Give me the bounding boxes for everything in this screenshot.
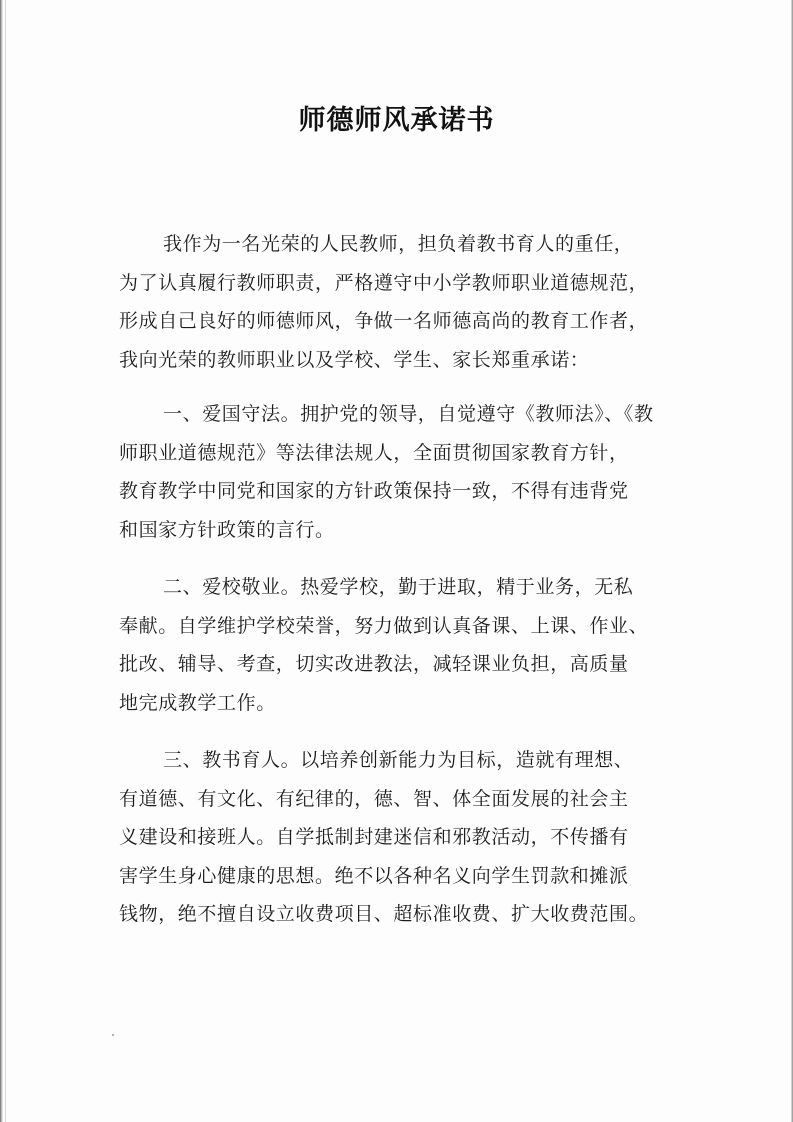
paragraph-line: 师职业道德规范》等法律法规人，全面贯彻国家教育方针， bbox=[119, 441, 629, 464]
scan-edge-line bbox=[5, 0, 6, 1122]
paragraph-line: 和国家方针政策的言行。 bbox=[119, 518, 335, 541]
section-education bbox=[119, 741, 691, 934]
intro-paragraph bbox=[119, 225, 691, 379]
document-body bbox=[119, 225, 691, 934]
section-dedication bbox=[119, 568, 691, 722]
paragraph-line: 为了认真履行教师职责，严格遵守中小学教师职业道德规范， bbox=[119, 271, 649, 294]
paragraph-line: 我作为一名光荣的人民教师，担负着教书育人的重任， bbox=[163, 233, 634, 255]
paragraph-line: 害学生身心健康的思想。绝不以各种名义向学生罚款和摊派 bbox=[119, 864, 629, 887]
section-patriotism bbox=[119, 395, 691, 549]
paragraph-line: 批改、辅导、考查，切实改进教法，减轻课业负担，高质量 bbox=[119, 653, 629, 675]
paragraph-line: 钱物，绝不擅自设立收费项目、超标准收费、扩大收费范围。 bbox=[119, 903, 649, 925]
paragraph-spacer bbox=[119, 379, 691, 395]
paragraph-line: 二、爱校敬业。热爱学校，勤于进取，精于业务，无私 bbox=[163, 576, 634, 598]
paragraph-line: 奉献。自学维护学校荣誉，努力做到认真备课、上课、作业、 bbox=[119, 614, 649, 637]
paragraph-line: 教育教学中同党和国家的方针政策保持一致，不得有违背党 bbox=[119, 480, 629, 502]
scan-speck bbox=[112, 1034, 114, 1036]
paragraph-line: 地完成教学工作。 bbox=[119, 691, 276, 714]
paragraph-line: 有道德、有文化、有纪律的，德、智、体全面发展的社会主 bbox=[119, 787, 629, 810]
scan-edge-left bbox=[0, 0, 3, 1122]
paragraph-line: 三、教书育人。以培养创新能力为目标，造就有理想、 bbox=[163, 749, 634, 771]
paragraph-line: 义建设和接班人。自学抵制封建迷信和邪教活动，不传播有 bbox=[119, 826, 629, 848]
paragraph-spacer bbox=[119, 722, 691, 741]
paragraph-spacer bbox=[119, 549, 691, 568]
document-title: 师德师风承诺书 bbox=[298, 105, 495, 136]
paragraph-line: 一、爱国守法。拥护党的领导，自觉遵守《教师法》、《教 bbox=[163, 403, 654, 425]
paragraph-line: 形成自己良好的师德师风，争做一名师德高尚的教育工作者， bbox=[119, 310, 649, 332]
paragraph-line: 我向光荣的教师职业以及学校、学生、家长郑重承诺： bbox=[119, 348, 590, 371]
